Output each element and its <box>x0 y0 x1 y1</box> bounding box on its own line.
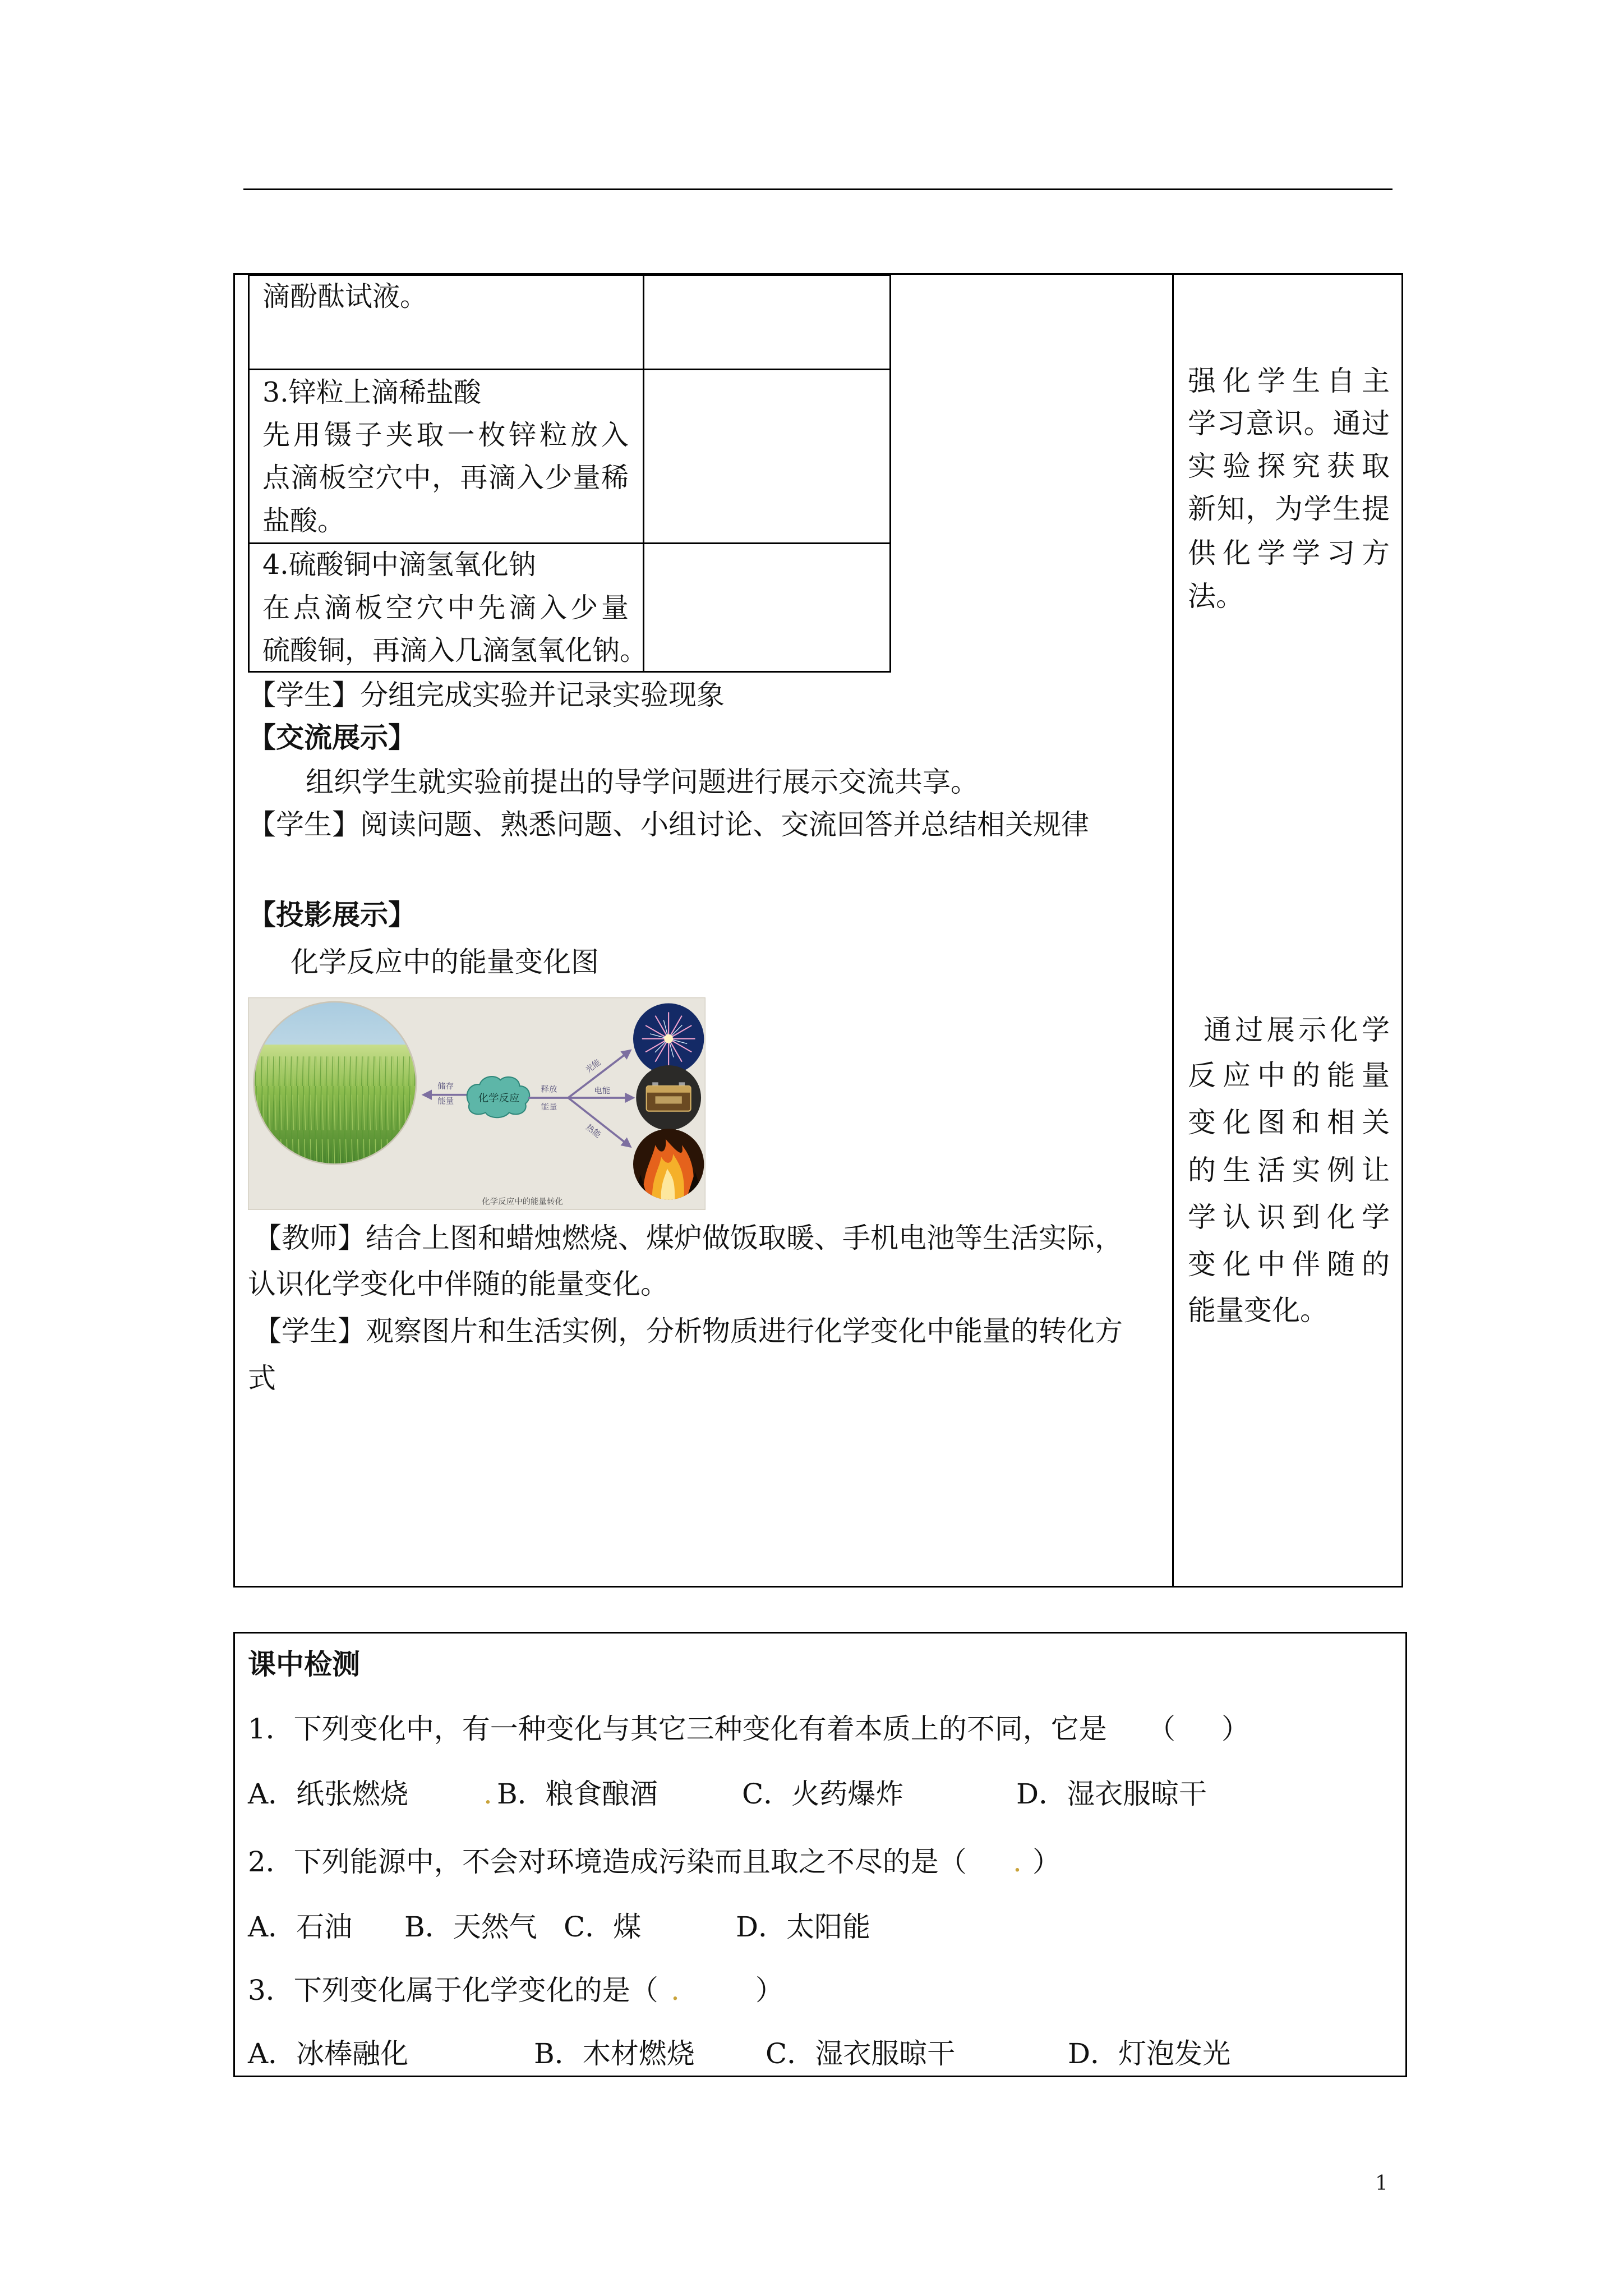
design-note-line: 学习意识。通过 <box>1188 407 1390 440</box>
store-energy-label: 储存 <box>437 1082 454 1092</box>
header-rule <box>243 188 1393 190</box>
option-c: C．湿衣服晾干 <box>766 2037 956 2070</box>
procedure-step-line: 点滴板空穴中，再滴入少量稀 <box>262 462 629 494</box>
procedure-table-row-divider <box>248 369 891 370</box>
design-note-line: 强化学生自主 <box>1188 365 1390 397</box>
procedure-step-title: 3.锌粒上滴稀盐酸 <box>262 376 481 408</box>
release-energy-label: 释放 <box>541 1085 557 1094</box>
option-d: D．灯泡发光 <box>1068 2037 1231 2070</box>
option-b: B．粮食酿酒 <box>497 1778 658 1810</box>
design-note-line: 学认识到化学 <box>1188 1201 1390 1234</box>
option-a: A．纸张燃烧 <box>248 1778 409 1810</box>
procedure-step-line: 盐酸。 <box>262 505 345 537</box>
projection-caption: 化学反应中的能量变化图 <box>291 946 599 978</box>
design-note-line: 新知，为学生提 <box>1188 493 1390 525</box>
light-energy-label: 光能 <box>584 1058 603 1075</box>
teacher-activity-line: 【教师】结合上图和蜡烛燃烧、煤炉做饭取暖、手机电池等生活实际， <box>253 1222 1123 1254</box>
design-note-line: 反应中的能量 <box>1188 1059 1390 1092</box>
answer-blank-close: ） <box>1221 1713 1249 1745</box>
design-note-line: 实验探究获取 <box>1188 450 1390 482</box>
question-stem: 1．下列变化中，有一种变化与其它三种变化有着本质上的不同，它是 <box>248 1713 1107 1745</box>
projection-heading: 【投影展示】 <box>248 898 416 931</box>
option-d: D．太阳能 <box>736 1911 871 1943</box>
procedure-table-column-divider <box>643 274 644 673</box>
store-energy-label: 能量 <box>437 1097 454 1106</box>
design-note-line: 通过展示化学 <box>1204 1014 1390 1046</box>
option-b: B．木材燃烧 <box>534 2037 695 2070</box>
design-note-line: 能量变化。 <box>1188 1294 1328 1327</box>
student-activity-line: 式 <box>248 1362 276 1395</box>
option-d: D．湿衣服晾干 <box>1016 1778 1207 1810</box>
option-a: A．冰棒融化 <box>248 2037 409 2070</box>
page-number: 1 <box>1375 2172 1388 2195</box>
procedure-table-row-divider <box>248 542 891 544</box>
student-activity-line: 【学生】观察图片和生活实例，分析物质进行化学变化中能量的转化方 <box>253 1315 1123 1347</box>
design-note-line: 的生活实例让 <box>1188 1154 1390 1186</box>
design-note-line: 变化图和相关 <box>1188 1106 1390 1139</box>
figure-caption: 化学反应中的能量转化 <box>482 1197 563 1207</box>
answer-marker: . <box>483 1778 492 1810</box>
procedure-step-line: 滴酚酞试液。 <box>262 280 428 312</box>
quiz-title: 课中检测 <box>248 1648 360 1681</box>
student-activity-line: 【学生】阅读问题、熟悉问题、小组讨论、交流回答并总结相关规律 <box>248 808 1089 841</box>
option-b: B．天然气 <box>404 1911 537 1943</box>
design-note-line: 供化学学习方 <box>1188 537 1390 569</box>
energy-conversion-figure <box>248 997 706 1210</box>
design-note-line: 法。 <box>1188 580 1244 613</box>
answer-blank-open: （ <box>1147 1713 1175 1745</box>
lesson-table-column-divider <box>1172 273 1174 1588</box>
option-a: A．石油 <box>248 1911 353 1943</box>
chemical-reaction-label: 化学反应 <box>478 1092 520 1105</box>
student-activity-line: 【学生】分组完成实验并记录实验现象 <box>248 679 725 711</box>
answer-blank-close: ） <box>1032 1846 1061 1878</box>
electric-energy-label: 电能 <box>594 1087 611 1096</box>
teacher-activity-line: 认识化学变化中伴随的能量变化。 <box>248 1268 668 1300</box>
release-energy-label: 能量 <box>541 1103 557 1112</box>
answer-marker: . <box>671 1974 680 2007</box>
procedure-step-line: 先用镊子夹取一枚锌粒放入 <box>262 419 629 451</box>
question-stem: 2．下列能源中，不会对环境造成污染而且取之不尽的是（ <box>248 1846 967 1878</box>
fireworks-image <box>633 1004 704 1074</box>
answer-blank-close: ） <box>755 1974 783 2007</box>
procedure-step-line: 硫酸铜，再滴入几滴氢氧化钠。 <box>262 634 648 666</box>
option-c: C．煤 <box>564 1911 642 1943</box>
option-c: C．火药爆炸 <box>742 1778 904 1810</box>
exchange-heading: 【交流展示】 <box>248 721 416 754</box>
answer-marker: . <box>1013 1846 1022 1878</box>
heat-energy-label: 热能 <box>584 1122 603 1140</box>
design-note-line: 变化中伴随的 <box>1188 1248 1390 1281</box>
question-stem: 3．下列变化属于化学变化的是（ <box>248 1974 658 2007</box>
battery-image <box>636 1065 701 1130</box>
procedure-step-title: 4.硫酸铜中滴氢氧化钠 <box>262 549 536 581</box>
procedure-step-line: 在点滴板空穴中先滴入少量 <box>262 592 629 624</box>
exchange-text: 组织学生就实验前提出的导学问题进行展示交流共享。 <box>306 766 979 798</box>
